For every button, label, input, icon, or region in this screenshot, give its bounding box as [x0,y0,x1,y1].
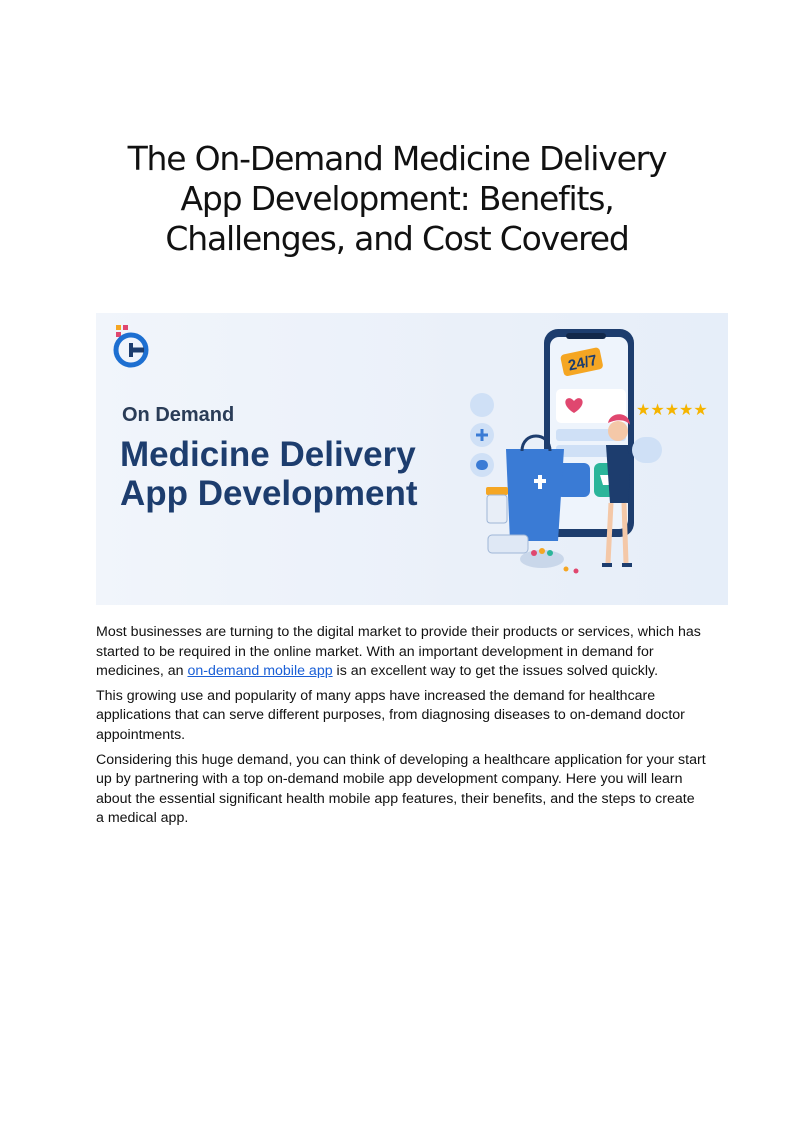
paragraph-intro-text-b: is an excellent way to get the issues solved quickly. [332,663,659,680]
article-body [96,623,706,834]
page-title: The On-Demand Medicine Delivery App Development: Benefits, Challenges, and Cost Covered [127,139,667,258]
paragraph-considering: Considering this huge demand, you can think of developing a healthcare application for your start up by partnering with a top on-demand mobile app development company. Here you will learn about the essential significant health mobile app features, their benefits, and the steps to create a medical app. [96,751,706,827]
hero-banner-image [96,313,728,605]
pill-bottle-icon [486,487,508,523]
svg-text:★★★★★: ★★★★★ [636,400,708,419]
paragraph-growth: This growing use and popularity of many apps have increased the demand for healthcare applications that can serve different purposes, from diagnosing diseases to on-demand doctor appointments. [96,687,685,743]
banner-kicker: On Demand [122,404,235,426]
banner-illustration [96,313,728,605]
banner-headline-line2: App Development [120,474,418,513]
paragraph-intro [96,623,706,682]
health-icons-column [470,393,494,477]
paragraph-intro-text-a: Most businesses are turning to the digital market to provide their products or services, which has started to be required in the online market. With an important development in demand for medicines, an [96,624,701,680]
phone-badge: 24/7 [566,351,599,375]
on-demand-mobile-app-link[interactable]: on-demand mobile app [187,663,333,680]
rating-stars-icon [636,400,708,419]
shopping-bag-icon [506,436,564,541]
banner-headline-line1: Medicine Delivery [120,435,416,474]
company-logo-icon [116,325,146,365]
